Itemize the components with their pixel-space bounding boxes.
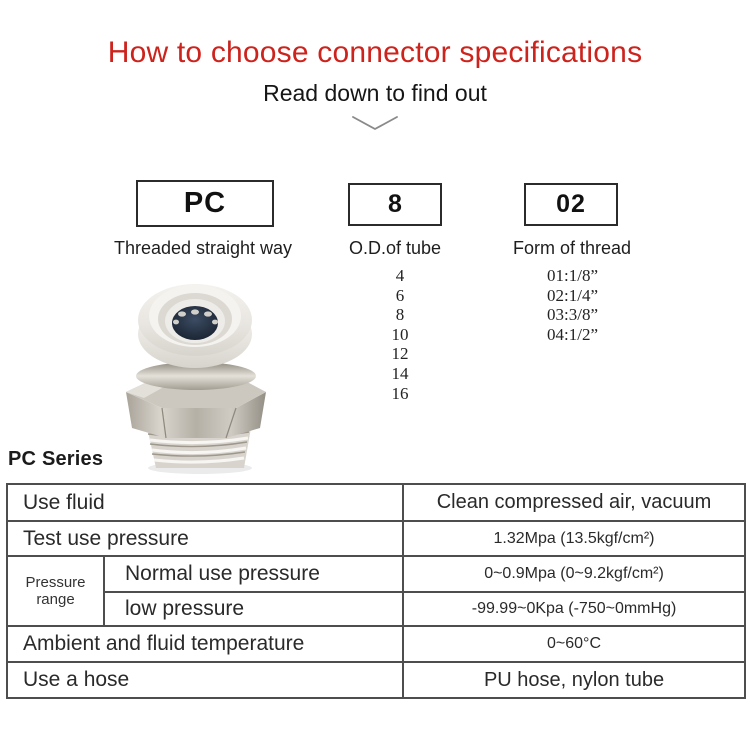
spec-value: -99.99~0Kpa (-750~0mmHg) <box>403 592 745 626</box>
spec-label: Normal use pressure <box>104 556 403 592</box>
spec-group-label: Pressure range <box>7 556 104 626</box>
thread-form-option: 02:1/4” <box>547 285 598 305</box>
tube-od-option: 12 <box>391 344 409 364</box>
table-row <box>7 484 745 521</box>
page-title: How to choose connector specifications <box>107 36 643 69</box>
table-row <box>7 626 745 662</box>
thread-form-options <box>547 266 598 344</box>
tube-od-option: 10 <box>391 324 409 344</box>
model-code-tube-od: 8 <box>388 190 402 218</box>
spec-value: 1.32Mpa (13.5kgf/cm²) <box>403 521 745 556</box>
table-row <box>7 662 745 698</box>
tube-od-option: 16 <box>391 383 409 403</box>
table-row <box>7 592 745 626</box>
spec-value: Clean compressed air, vacuum <box>403 484 745 521</box>
thread-form-label: Form of thread <box>512 238 632 258</box>
tube-od-options <box>378 266 422 403</box>
spec-value: 0~0.9Mpa (0~9.2kgf/cm²) <box>403 556 745 592</box>
table-row <box>7 556 745 592</box>
spec-table <box>6 483 746 699</box>
spec-value: PU hose, nylon tube <box>403 662 745 698</box>
spec-label: low pressure <box>104 592 403 626</box>
chevron-down-icon <box>351 114 399 134</box>
model-code-box-thread <box>524 183 618 226</box>
thread-form-option: 04:1/2” <box>547 324 598 344</box>
thread-form-option: 01:1/8” <box>547 266 598 285</box>
spec-label: Use fluid <box>7 484 403 521</box>
tube-od-option: 8 <box>395 305 405 325</box>
tube-od-option: 6 <box>395 285 405 305</box>
page-subtitle: Read down to find out <box>263 80 487 106</box>
series-heading: PC Series <box>8 448 104 470</box>
spec-value: 0~60°C <box>403 626 745 662</box>
table-row <box>7 521 745 556</box>
spec-label: Ambient and fluid temperature <box>7 626 403 662</box>
spec-label: Test use pressure <box>7 521 403 556</box>
model-code-box-series <box>136 180 274 227</box>
spec-label: Use a hose <box>7 662 403 698</box>
series-label: Threaded straight way <box>113 238 293 258</box>
tube-od-label: O.D.of tube <box>348 238 442 258</box>
model-code-thread: 02 <box>556 190 586 218</box>
model-code-series: PC <box>183 187 227 219</box>
model-code-box-tube-od <box>348 183 442 226</box>
thread-form-option: 03:3/8” <box>547 305 598 325</box>
tube-od-option: 4 <box>395 266 405 285</box>
product-image <box>120 272 300 474</box>
tube-od-option: 14 <box>391 363 409 383</box>
